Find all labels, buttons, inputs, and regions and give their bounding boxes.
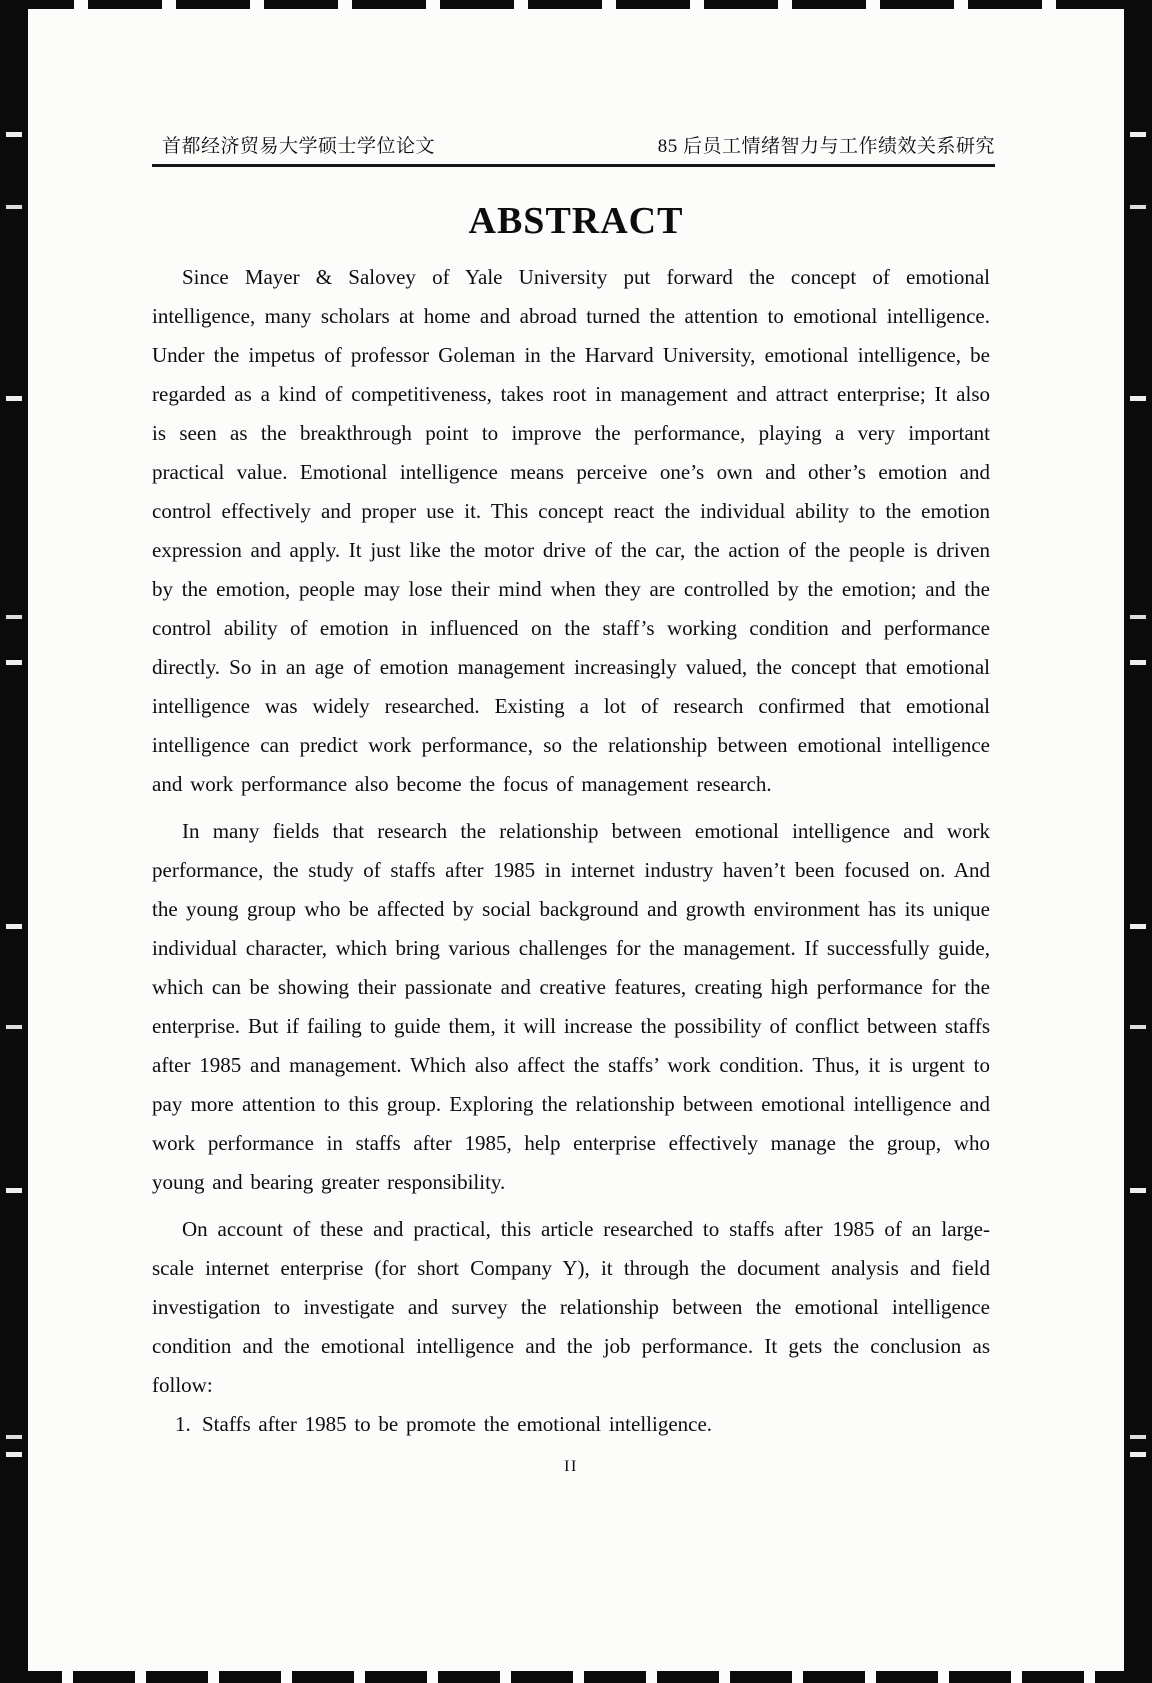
abstract-paragraph-2: In many fields that research the relationship between emotional intelligence and work performance, the study of staffs after 1985 in internet industry haven’t been focused on. And the young group who be affected by social background and growth environment has its unique individual character, which bring various challenges for the management. If successfully guide, which can be showing their passionate and creative features, creating high performance for the enterprise. But if failing to guide them, it will increase the possibility of conflict between staffs after 1985 and management. Which also affect the staffs’ work condition. Thus, it is urgent to pay more attention to this group. Exploring the relationship between emotional intelligence and work performance in staffs after 1985, help enterprise effectively manage the group, who young and bearing greater responsibility. xyxy=(152,819,990,1194)
page-title: ABSTRACT xyxy=(468,200,684,242)
conclusion-item-text: Staffs after 1985 to be promote the emotional intelligence. xyxy=(202,1412,713,1436)
abstract-paragraph-1: Since Mayer & Salovey of Yale University put forward the concept of emotional intelligence, many scholars at home and abroad turned the attention to emotional intelligence. Under the impetus of professor Goleman in the Harvard University, emotional intelligence, be regarded as a kind of competitiveness, takes root in management and attract enterprise; It also is seen as the breakthrough point to improve the performance, playing a very important practical value. Emotional intelligence means perceive one’s own and other’s emotion and control effectively and proper use it. This concept react the individual ability to the emotion expression and apply. It just like the motor drive of the car, the action of the people is driven by the emotion, people may lose their mind when they are controlled by the emotion; and the control ability of emotion in influenced on the staff’s working condition and performance directly. So in an age of emotion management increasingly valued, the concept that emotional intelligence was widely researched. Existing a lot of research confirmed that emotional intelligence can predict work performance, so the relationship between emotional intelligence and work performance also become the focus of management research. xyxy=(152,265,990,796)
page-header xyxy=(152,136,995,167)
abstract-body xyxy=(152,258,990,1486)
film-edge-left xyxy=(0,0,28,1683)
abstract-paragraph-3: On account of these and practical, this article researched to staffs after 1985 of an large-scale internet enterprise (for short Company Y), it through the document analysis and field investigation to investigate and survey the relationship between the emotional intelligence condition and the emotional intelligence and the job performance. It gets the conclusion as follow: xyxy=(152,1217,990,1397)
header-right-title: 85 后员工情绪智力与工作绩效关系研究 xyxy=(657,136,995,157)
film-edge-right xyxy=(1124,0,1152,1683)
conclusion-list-item xyxy=(152,1405,990,1444)
header-left-title: 首都经济贸易大学硕士学位论文 xyxy=(162,136,436,157)
page-number: II xyxy=(564,1458,578,1475)
conclusion-item-number: 1. xyxy=(175,1412,191,1436)
film-edge-top xyxy=(0,0,1152,9)
film-edge-bottom xyxy=(0,1671,1152,1683)
